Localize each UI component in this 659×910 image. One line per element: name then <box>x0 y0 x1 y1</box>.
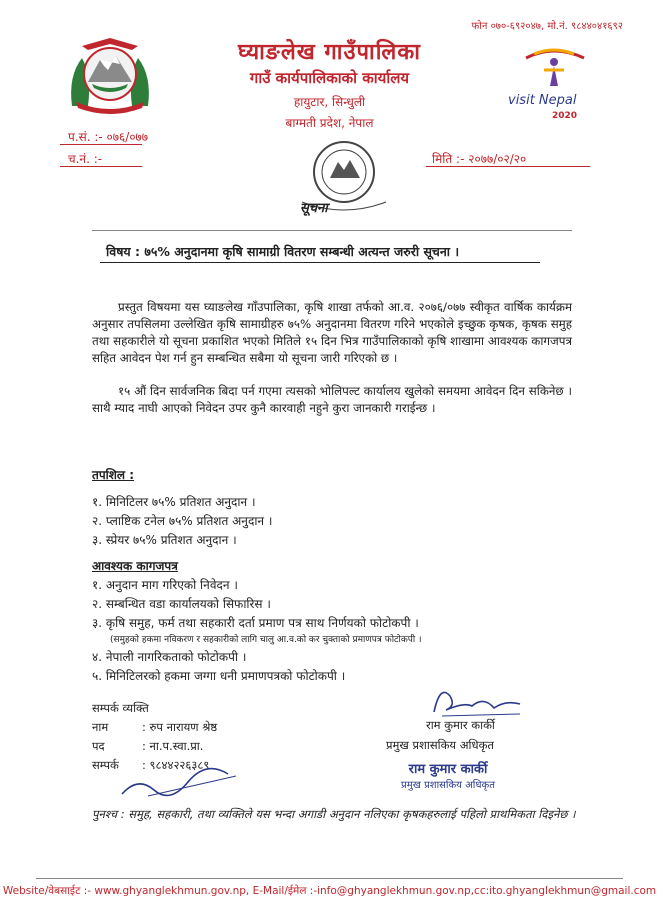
letter-date: मिति :- २०७७/०२/२० <box>432 152 527 166</box>
subject-underline <box>100 262 540 263</box>
officer-name: राम कुमार कार्की <box>426 718 495 732</box>
tapsil-item: २. प्लाष्टिक टनेल ७५% प्रतिशत अनुदान । <box>92 514 273 528</box>
dispatch-underline <box>60 166 142 167</box>
tapsil-heading: तपशिल : <box>92 468 135 482</box>
ref-underline <box>60 144 142 145</box>
date-underline <box>426 166 590 167</box>
stamp-title: प्रमुख प्रशासकिय अधिकृत <box>401 780 495 791</box>
document-note: (समुहको हकमा नविकरण र सहकारीको लागि चालु आ.व.को कर चुक्ताको प्रमाणपत्र फोटोकपी । <box>110 635 422 645</box>
stamp-name: राम कुमार कार्की <box>408 762 488 777</box>
visit-nepal-text: visit Nepal <box>508 93 577 108</box>
body-paragraph-2: १५ औं दिन सार्वजनिक बिदा पर्न गएमा त्यसको भोलिपल्ट कार्यालय खुलेको समयमा आवेदन दिन सकिनेछ । साथै म्याद नाघी आएको निवेदन उपर कुनै कारवाही नहुने कुरा जानकारी गराईन्छ । <box>92 384 572 415</box>
officer-title: प्रमुख प्रशासकिय अधिकृत <box>386 738 494 752</box>
visit-nepal-year: 2020 <box>552 111 578 121</box>
footer-website-email: Website/वेबसाईट :- www.ghyanglekhmun.gov.np, E-Mail/ईमेल :-info@ghyanglekhmun.gov.np,cc:ito.ghyanglekhmun@gmail.com <box>2 885 657 897</box>
body-paragraph-1: प्रस्तुत विषयमा यस घ्याङलेख गाँउपालिका, कृषि शाखा तर्फको आ.व. २०७६/०७७ स्वीकृत वार्षिक कार्यक्रम अनुसार तपसिलमा उल्लेखित कृषि सामाग्रीहरु ७५% अनुदानमा वितरण गरिने भएकोले इच्छुक कृषक, कृषक समुह तथा सहकारीले यो सूचना प्रकाशित भएको मितिले १५ दिन भित्र गाउँपालिकाको कृषि शाखामा आवश्यक कागजपत्र सहित आवेदन पेश गर्न हुन सम्बन्धित सबैमा यो सूचना जारी गरिएको छ । <box>92 300 572 365</box>
office-province: बाग्मती प्रदेश, नेपाल <box>285 116 374 130</box>
notice-title: सूचना <box>300 201 328 216</box>
contact-name-label: नाम <box>92 720 109 734</box>
visit-nepal-logo <box>504 40 604 124</box>
contact-heading: सम्पर्क व्यक्ति <box>92 701 149 715</box>
org-name: घ्याङलेख गाउँपालिका <box>238 40 421 65</box>
contact-phone-value: : ९८४४२२६३८९ <box>142 758 210 772</box>
document-item: ५. मिनिटिलरको हकमा जग्गा धनी प्रमाणपत्रको फोटोकपी । <box>92 669 346 683</box>
document-item: ३. कृषि समुह, फर्म तथा सहकारी दर्ता प्रमाण पत्र साथ निर्णयको फोटोकपी । <box>92 616 419 630</box>
officer-signature <box>424 676 528 722</box>
reference-number: प.सं. :- ०७६/०७७ <box>68 130 149 144</box>
handwritten-initials <box>118 766 244 800</box>
contact-name-value: : रुप नारायण श्रेष्ठ <box>142 720 218 734</box>
postscript: पुनश्च : समुह, सहकारी, तथा व्यक्तिले यस भन्दा अगाडी अनुदान नलिएका कृषकहरुलाई पहिलो प्राथमिकता दिइनेछ । <box>92 807 576 821</box>
office-location: हायुटार, सिन्धुली <box>293 95 366 109</box>
officer-stamp <box>382 757 514 797</box>
contact-line: फोन ०७०-६९२०४७, मो.नं. ९८४४०४१६९२ <box>471 21 623 32</box>
footer-divider <box>36 878 623 879</box>
document-item: ४. नेपाली नागरिकताको फोटोकपी । <box>92 650 247 664</box>
notice-subject: विषय : ७५% अनुदानमा कृषि सामाग्री वितरण सम्बन्धी अत्यन्त जरुरी सूचना । <box>106 244 460 259</box>
contact-phone-label: सम्पर्क <box>92 758 119 772</box>
office-name: गाउँ कार्यपालिकाको कार्यालय <box>249 69 410 87</box>
documents-heading: आवश्यक कागजपत्र <box>92 559 178 573</box>
dispatch-number: च.नं. :- <box>68 152 103 166</box>
contact-post-label: पद <box>92 739 105 753</box>
tapsil-item: १. मिनिटिलर ७५% प्रतिशत अनुदान । <box>92 495 256 509</box>
tapsil-item: ३. स्प्रेयर ७५% प्रतिशत अनुदान । <box>92 533 237 547</box>
contact-post-value: : ना.प.स्वा.प्रा. <box>142 739 204 753</box>
divider-line <box>92 230 572 231</box>
document-item: १. अनुदान माग गरिएको निवेदन । <box>92 578 238 592</box>
document-item: २. सम्बन्धित वडा कार्यालयको सिफारिस । <box>92 597 271 611</box>
